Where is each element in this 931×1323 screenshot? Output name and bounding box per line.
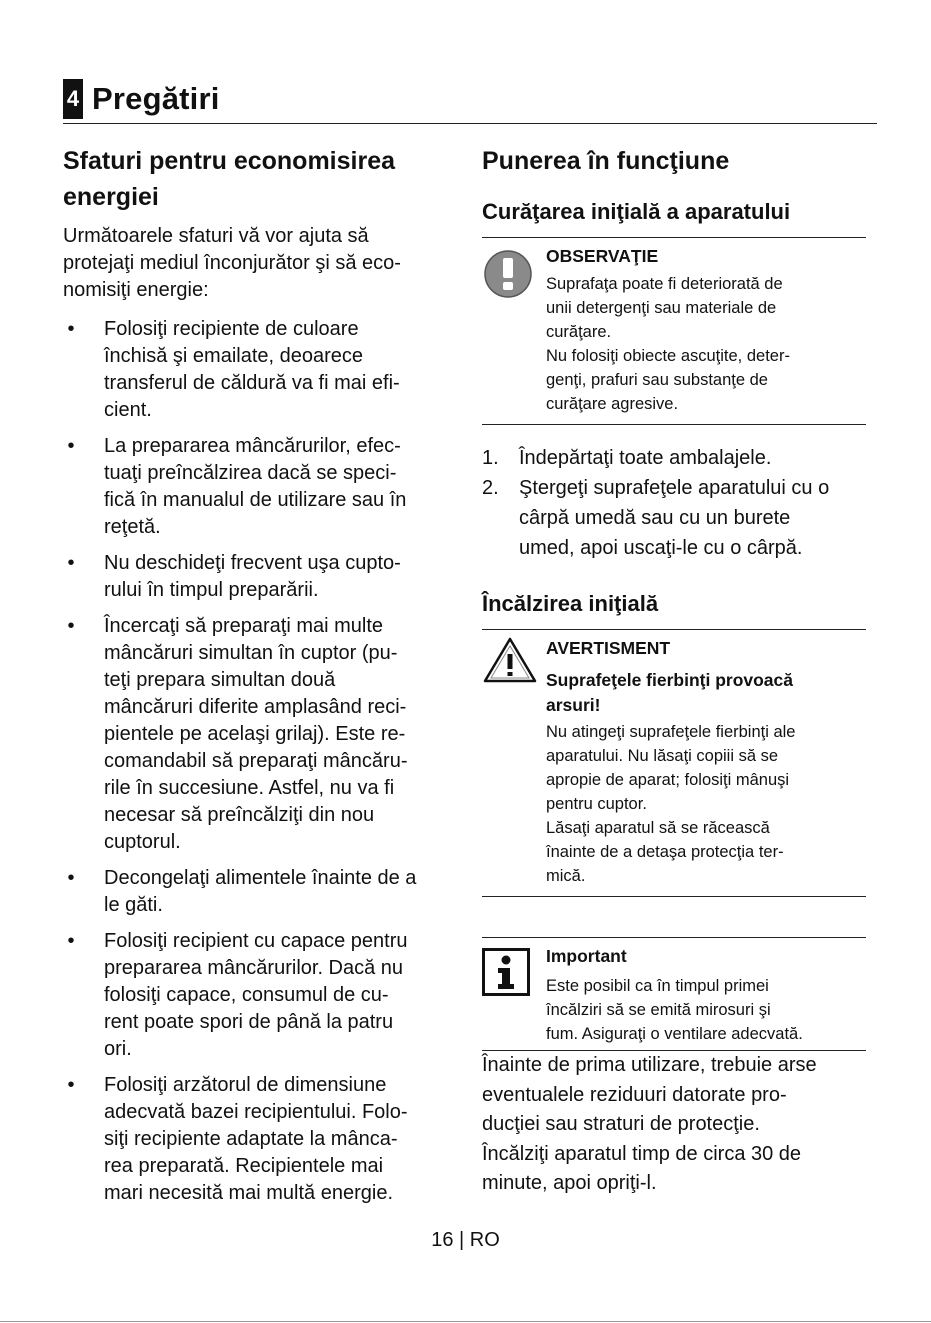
- list-item: • Nu deschideţi frecvent uşa cupto- rului în timpul preparării.: [67, 552, 401, 601]
- chapter-number: 4: [63, 79, 83, 119]
- list-item: 1. Îndepărtaţi toate ambalajele.: [482, 447, 772, 469]
- chapter-divider: [63, 123, 877, 124]
- exclamation-icon: [482, 248, 534, 305]
- list-item: 2. Ştergeţi suprafeţele aparatului cu o cârpă umedă sau cu un burete umed, apoi uscaţi-le cu o cârpă.: [482, 477, 830, 559]
- initial-heating-heading: Încălzirea iniţială: [482, 591, 659, 616]
- list-item: • Încercaţi să preparaţi mai multe mâncăruri simultan în cuptor (pu- teţi prepara simultan două mâncăruri diferite amplasând reci- pientele pe acelaşi grilaj). Este re- comandabil să preparaţi mâncăru- rile în succesiune. Astfel, nu va fi necesar să preîncălziţi din nou cuptorul.: [67, 615, 408, 853]
- warning-label: AVERTISMENT: [546, 638, 671, 658]
- list-item: • La prepararea mâncărurilor, efec- tuaţi preîncălzirea dacă se speci- fică în manualul de utilizare sau în reţetă.: [67, 435, 407, 538]
- energy-tips-list: [63, 316, 455, 1207]
- page-number: 16 | RO: [431, 1229, 500, 1251]
- important-note: [482, 937, 866, 1051]
- list-item: • Folosiţi arzătorul de dimensiune adecvată bazei recipientului. Folo- siţi recipiente adaptate la mânca- rea preparată. Recipientele mai mari necesită mai multă energie.: [67, 1074, 408, 1204]
- energy-tips-heading: Sfaturi pentru economisirea energiei: [63, 147, 396, 211]
- info-icon: [482, 948, 530, 1001]
- warning-triangle-icon: [482, 636, 538, 689]
- list-item: • Decongelaţi alimentele înainte de a le găti.: [67, 867, 417, 916]
- chapter-header: [63, 78, 220, 120]
- warning-bold-text: Suprafeţele fierbinţi provoacă arsuri!: [546, 670, 794, 715]
- chapter-title: Pregătiri: [92, 81, 220, 116]
- right-column: [482, 143, 866, 1199]
- observation-note: [482, 237, 866, 425]
- warning-text: Nu atingeţi suprafeţele fierbinţi ale aparatului. Nu lăsaţi copiii să se apropie de aparat; folosiţi mânuşi pentru cuptor. Lăsaţi aparatul să se răcească înainte de a detaşa protecţia ter- mică.: [546, 723, 796, 885]
- observation-text: Suprafaţa poate fi deteriorată de unii detergenţi sau materiale de curăţare. Nu folosiţi obiecte ascuţite, deter- genţi, prafuri sau substanţe de curăţare agresive.: [546, 275, 790, 413]
- energy-tips-intro: Următoarele sfaturi vă vor ajuta să protejaţi mediul înconjurător şi să eco- nomisiţi energie:: [63, 225, 401, 301]
- important-text: Este posibil ca în timpul primei încălziri să se emită mirosuri şi fum. Asiguraţi o ventilare adecvată.: [546, 977, 803, 1043]
- initial-cleaning-heading: Curăţarea iniţială a aparatului: [482, 199, 791, 224]
- important-label: Important: [546, 946, 627, 966]
- list-item: • Folosiţi recipient cu capace pentru prepararea mâncărurilor. Dacă nu folosiţi capace, consumul de cu- rent poate spori de până la patru ori.: [67, 930, 408, 1060]
- cleaning-steps: [482, 443, 866, 563]
- page-edge-line: [0, 1321, 931, 1322]
- observation-label: OBSERVAŢIE: [546, 246, 659, 266]
- initial-heating-text: Înainte de prima utilizare, trebuie arse eventualele reziduuri datorate pro- ducţiei sau straturi de protecţie. Încălziţi aparatul timp de circa 30 de minute, apoi opriţi-l.: [482, 1054, 817, 1194]
- left-column: [63, 143, 455, 1216]
- warning-note: [482, 629, 866, 897]
- commissioning-heading: Punerea în funcţiune: [482, 147, 730, 175]
- list-item: • Folosiţi recipiente de culoare închisă şi emailate, deoarece transferul de căldură va fi mai efi- cient.: [67, 318, 400, 421]
